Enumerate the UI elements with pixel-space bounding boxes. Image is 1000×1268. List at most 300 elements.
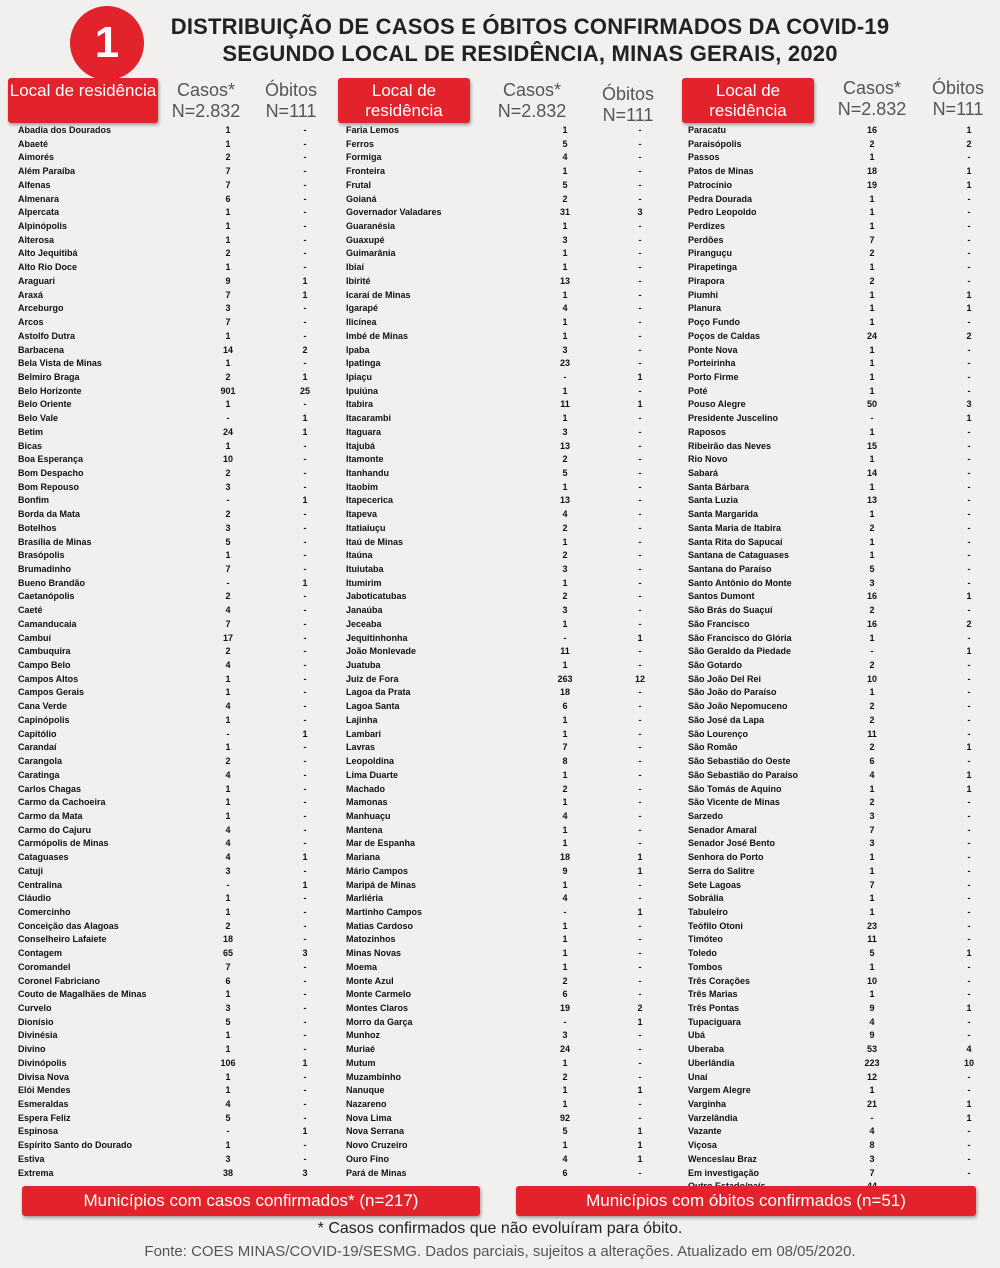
obitos-value: - xyxy=(967,550,971,561)
casos-value: 1 xyxy=(225,1044,231,1055)
municipio-name: Senador José Bento xyxy=(688,838,776,849)
municipio-name: Divino xyxy=(18,1044,46,1055)
municipio-name: Passos xyxy=(688,152,720,163)
casos-value: 11 xyxy=(867,934,877,945)
obitos-value: - xyxy=(303,989,307,1000)
municipio-name: Ipaba xyxy=(346,344,370,355)
obitos-value: - xyxy=(967,714,971,725)
casos-value: 6 xyxy=(225,975,231,986)
obitos-value: - xyxy=(967,975,971,986)
obitos-value: - xyxy=(638,934,642,945)
municipio-name: Porto Firme xyxy=(688,371,739,382)
casos-value: 1 xyxy=(225,330,231,341)
municipio-name: São Sebastião do Oeste xyxy=(688,756,791,767)
casos-value: 1 xyxy=(225,440,231,451)
casos-value: 18 xyxy=(559,687,570,698)
obitos-value: - xyxy=(967,961,971,972)
casos-value: 4 xyxy=(225,660,231,671)
municipio-name: Uberlândia xyxy=(688,1057,735,1068)
obitos-value: - xyxy=(638,1071,642,1082)
obitos-value: - xyxy=(967,509,971,520)
municipio-name: Tupaciguara xyxy=(688,1016,741,1027)
obitos-value: 1 xyxy=(637,1140,643,1151)
casos-value: 2 xyxy=(869,714,875,725)
obitos-value: - xyxy=(303,440,307,451)
municipio-name: Santos Dumont xyxy=(688,591,755,602)
casos-value: 4 xyxy=(869,1016,875,1027)
municipio-name: Bela Vista de Minas xyxy=(18,358,102,369)
obitos-value: - xyxy=(967,865,971,876)
obitos-value: - xyxy=(303,193,307,204)
municipio-name: Matozinhos xyxy=(346,934,396,945)
municipio-name: Belo Oriente xyxy=(18,399,72,410)
municipio-name: Martinho Campos xyxy=(346,906,423,917)
casos-value: 1 xyxy=(562,728,568,739)
casos-value: 4 xyxy=(869,769,875,780)
casos-value: 31 xyxy=(559,207,570,218)
municipio-name: Morro da Garça xyxy=(346,1016,413,1027)
municipio-name: Icaraí de Minas xyxy=(346,289,411,300)
municipio-name: Ipiaçu xyxy=(346,371,373,382)
casos-value: 3 xyxy=(225,303,231,314)
casos-value: 1 xyxy=(869,193,875,204)
obitos-value: 1 xyxy=(966,769,972,780)
municipio-name: Paraisópolis xyxy=(688,138,742,149)
municipio-name: Guaxupé xyxy=(346,234,385,245)
casos-value: 2 xyxy=(562,591,568,602)
obitos-value: - xyxy=(967,207,971,218)
casos-value: 1 xyxy=(562,536,568,547)
municipio-name: São Lourenço xyxy=(688,728,749,739)
municipio-name: São Francisco xyxy=(688,618,750,629)
casos-value: 5 xyxy=(225,1016,231,1027)
casos-value: 1 xyxy=(562,797,568,808)
casos-value: 1 xyxy=(562,879,568,890)
municipio-name: Itaguara xyxy=(346,426,382,437)
municipio-name: Belmiro Braga xyxy=(18,371,80,382)
municipio-name: Belo Vale xyxy=(18,413,59,424)
source-line: Fonte: COES MINAS/COVID-19/SESMG. Dados parciais, sujeitos a alterações. Atualizado em 08/05/2020. xyxy=(144,1243,856,1260)
obitos-value: - xyxy=(638,221,642,232)
municipio-name: Abaeté xyxy=(18,138,49,149)
municipio-name: Aimorés xyxy=(18,152,55,163)
obitos-value: - xyxy=(638,413,642,424)
casos-value: 1 xyxy=(562,385,568,396)
municipio-name: Extrema xyxy=(18,1167,54,1178)
municipio-name: Muriaé xyxy=(346,1044,376,1055)
casos-value: 4 xyxy=(869,1126,875,1137)
obitos-value: 2 xyxy=(637,1003,643,1013)
casos-value: 1 xyxy=(225,138,231,149)
municipio-name: Uberaba xyxy=(688,1044,725,1055)
municipio-name: Janaúba xyxy=(346,605,383,616)
obitos-value: - xyxy=(303,1140,307,1151)
municipio-name: Fronteira xyxy=(346,166,386,177)
obitos-value: 2 xyxy=(966,330,972,341)
casos-value: 2 xyxy=(869,522,875,533)
casos-value: 901 xyxy=(220,385,236,396)
header-casos-n: N=2.832 xyxy=(837,99,907,119)
municipio-name: Teófilo Otoni xyxy=(688,920,743,931)
obitos-value: - xyxy=(303,961,307,972)
header-obitos-n: N=111 xyxy=(932,99,984,119)
casos-value: 2 xyxy=(869,138,875,149)
obitos-value: - xyxy=(638,810,642,821)
casos-value: 1 xyxy=(869,893,875,904)
municipio-name: Alpercata xyxy=(18,207,60,218)
municipio-name: Matias Cardoso xyxy=(346,920,414,931)
casos-value: 13 xyxy=(559,275,570,286)
obitos-value: - xyxy=(303,906,307,917)
casos-value: 65 xyxy=(222,948,233,959)
obitos-value: - xyxy=(638,564,642,574)
municipio-name: Barbacena xyxy=(18,344,65,355)
obitos-value: - xyxy=(638,824,642,835)
casos-value: 2 xyxy=(562,1071,568,1082)
municipio-name: Couto de Magalhães de Minas xyxy=(18,989,147,1000)
municipio-name: Bom Despacho xyxy=(18,467,84,478)
municipio-name: Juatuba xyxy=(346,660,381,671)
obitos-value: - xyxy=(303,646,307,657)
header-casos-label: Casos* xyxy=(176,80,236,100)
municipio-name: Estiva xyxy=(18,1153,45,1164)
municipio-name: Ouro Fino xyxy=(346,1153,389,1164)
casos-value: 9 xyxy=(562,865,568,876)
municipio-name: Cataguases xyxy=(18,852,69,863)
municipio-name: Ipatinga xyxy=(346,358,381,369)
municipio-name: Vargem Alegre xyxy=(688,1085,751,1096)
municipio-name: Mantena xyxy=(346,824,383,835)
municipio-name: Itabira xyxy=(346,399,374,410)
casos-value: 1 xyxy=(869,852,875,863)
casos-value: 3 xyxy=(225,1003,231,1013)
obitos-value: - xyxy=(638,920,642,931)
obitos-value: - xyxy=(967,1126,971,1137)
municipio-name: Paracatu xyxy=(688,125,727,135)
obitos-value: - xyxy=(967,495,971,506)
header-casos xyxy=(486,80,578,122)
casos-value: 17 xyxy=(222,632,233,643)
municipio-name: Ferros xyxy=(346,138,375,149)
casos-value: 2 xyxy=(225,646,231,657)
casos-value: 2 xyxy=(562,550,568,561)
casos-value: 18 xyxy=(559,852,570,863)
header-casos-n: N=2.832 xyxy=(497,101,567,121)
obitos-value: - xyxy=(638,728,642,739)
casos-value: 1 xyxy=(869,289,875,300)
municipio-name: Wenceslau Braz xyxy=(688,1153,757,1164)
obitos-value: 12 xyxy=(634,673,645,684)
obitos-value: - xyxy=(967,317,971,328)
obitos-value: 1 xyxy=(637,906,643,917)
casos-value: 1 xyxy=(225,989,231,1000)
casos-value: 2 xyxy=(225,248,231,259)
municipio-name: Esmeraldas xyxy=(18,1099,69,1110)
casos-value: 3 xyxy=(225,1153,231,1164)
municipio-name: Jaboticatubas xyxy=(346,591,407,602)
municipio-name: Brumadinho xyxy=(18,564,71,574)
municipio-name: Lima Duarte xyxy=(346,769,399,780)
obitos-value: - xyxy=(303,920,307,931)
obitos-value: - xyxy=(967,673,971,684)
municipio-name: Carmo da Mata xyxy=(18,810,83,821)
casos-value: 1 xyxy=(869,687,875,698)
casos-value: 223 xyxy=(864,1057,880,1068)
obitos-value: - xyxy=(967,920,971,931)
obitos-value: 1 xyxy=(637,632,643,643)
casos-value: - xyxy=(226,495,230,506)
obitos-value: - xyxy=(638,618,642,629)
casos-value: - xyxy=(226,577,230,588)
casos-value: 11 xyxy=(560,399,570,410)
header-casos-n: N=2.832 xyxy=(171,101,241,121)
obitos-value: - xyxy=(303,632,307,643)
casos-value: 2 xyxy=(562,522,568,533)
obitos-value: - xyxy=(303,207,307,218)
casos-value: 1 xyxy=(562,660,568,671)
municipio-name: Pedro Leopoldo xyxy=(688,207,757,218)
casos-value: 1 xyxy=(869,262,875,273)
municipio-name: Sete Lagoas xyxy=(688,879,742,890)
obitos-value: - xyxy=(967,577,971,588)
municipio-name: Santa Rita do Sapucaí xyxy=(688,536,783,547)
obitos-value: - xyxy=(638,426,642,437)
casos-value: 1 xyxy=(562,166,568,177)
header-obitos xyxy=(254,80,328,122)
casos-value: 11 xyxy=(560,646,570,657)
obitos-value: 1 xyxy=(966,742,972,753)
municipio-name: Santo Antônio do Monte xyxy=(688,577,792,588)
casos-value: 1 xyxy=(869,454,875,465)
casos-value: 12 xyxy=(866,1071,877,1082)
obitos-value: - xyxy=(967,248,971,259)
casos-value: 3 xyxy=(869,577,875,588)
casos-value: 1 xyxy=(869,207,875,218)
casos-value: 1 xyxy=(562,1057,568,1068)
casos-value: 3 xyxy=(562,1030,568,1041)
casos-value: 92 xyxy=(559,1112,570,1123)
obitos-value: - xyxy=(638,317,642,328)
obitos-value: - xyxy=(303,509,307,520)
casos-value: 1 xyxy=(225,797,231,808)
municipio-name: Itaúna xyxy=(346,550,373,561)
casos-value: 263 xyxy=(557,673,573,684)
casos-value: 8 xyxy=(869,1140,875,1151)
casos-value: 4 xyxy=(562,1153,568,1164)
municipio-name: Presidente Juscelino xyxy=(688,413,779,424)
obitos-value: - xyxy=(303,522,307,533)
obitos-value: - xyxy=(967,1085,971,1096)
casos-value: 7 xyxy=(562,742,568,753)
obitos-value: - xyxy=(303,467,307,478)
obitos-value: - xyxy=(303,1112,307,1123)
municipio-name: São João Del Rei xyxy=(688,673,762,684)
obitos-value: - xyxy=(303,1016,307,1027)
obitos-value: - xyxy=(303,687,307,698)
municipio-name: Sobrália xyxy=(688,893,724,904)
municipio-name: Alto Rio Doce xyxy=(18,262,78,273)
casos-value: 1 xyxy=(869,371,875,382)
municipio-name: Planura xyxy=(688,303,722,314)
obitos-value: - xyxy=(638,454,642,465)
obitos-value: - xyxy=(303,934,307,945)
casos-value: 1 xyxy=(225,262,231,273)
casos-value: 1 xyxy=(225,893,231,904)
obitos-value: - xyxy=(638,138,642,149)
obitos-value: - xyxy=(638,358,642,369)
casos-value: 7 xyxy=(869,234,875,245)
casos-value: 1 xyxy=(869,536,875,547)
obitos-value: 1 xyxy=(966,303,972,314)
casos-value: 1 xyxy=(869,344,875,355)
municipio-name: Itacarambi xyxy=(346,413,392,424)
obitos-value: - xyxy=(303,1003,307,1013)
obitos-value: - xyxy=(967,797,971,808)
casos-value: 1 xyxy=(562,330,568,341)
municipio-name: Juiz de Fora xyxy=(346,673,399,684)
obitos-value: - xyxy=(638,262,642,273)
obitos-value: - xyxy=(303,550,307,561)
casos-value: 1 xyxy=(869,906,875,917)
obitos-value: - xyxy=(967,728,971,739)
casos-value: 15 xyxy=(866,440,877,451)
obitos-value: - xyxy=(638,467,642,478)
casos-value: 14 xyxy=(866,467,877,478)
municipio-name: Divinópolis xyxy=(18,1057,67,1068)
obitos-value: 1 xyxy=(637,865,643,876)
header-casos-label: Casos* xyxy=(502,80,562,100)
municipio-name: São Tomás de Aquino xyxy=(688,783,782,794)
obitos-value: - xyxy=(638,1167,642,1178)
casos-value: 2 xyxy=(225,756,231,767)
municipio-name: Lagoa da Prata xyxy=(346,687,411,698)
municipio-name: Araguari xyxy=(18,275,56,286)
obitos-value: - xyxy=(303,797,307,808)
casos-value: 10 xyxy=(866,673,877,684)
municipio-name: Além Paraíba xyxy=(18,166,76,177)
casos-value: 9 xyxy=(869,1030,875,1041)
casos-value: 2 xyxy=(869,660,875,671)
obitos-value: - xyxy=(967,810,971,821)
obitos-value: - xyxy=(303,303,307,314)
obitos-value: - xyxy=(638,509,642,520)
municipio-name: Santa Luzia xyxy=(688,495,739,506)
obitos-value: - xyxy=(967,221,971,232)
obitos-value: - xyxy=(638,344,642,355)
municipio-name: Araxá xyxy=(18,289,44,300)
municipio-name: Campos Altos xyxy=(18,673,79,684)
casos-value: 1 xyxy=(225,1071,231,1082)
casos-value: 4 xyxy=(562,509,568,520)
municipio-name: Nova Lima xyxy=(346,1112,392,1123)
municipio-name: Santana do Paraíso xyxy=(688,564,772,574)
municipio-name: Cambuí xyxy=(18,632,52,643)
municipio-name: Cláudio xyxy=(18,893,51,904)
header-obitos xyxy=(590,84,666,126)
casos-value: 1 xyxy=(562,1099,568,1110)
municipio-name: Botelhos xyxy=(18,522,57,533)
municipio-name: Senhora do Porto xyxy=(688,852,764,863)
casos-value: 1 xyxy=(225,221,231,232)
municipio-name: Ituiutaba xyxy=(346,564,384,574)
obitos-value: 1 xyxy=(302,852,308,863)
obitos-value: - xyxy=(303,1153,307,1164)
casos-value: 19 xyxy=(866,179,877,190)
obitos-value: - xyxy=(303,1085,307,1096)
municipio-name: São Vicente de Minas xyxy=(688,797,780,808)
obitos-value: - xyxy=(303,838,307,849)
casos-value: 2 xyxy=(225,591,231,602)
municipio-name: Carlos Chagas xyxy=(18,783,82,794)
municipio-name: Pirapora xyxy=(688,275,725,286)
municipio-name: Brasília de Minas xyxy=(18,536,92,547)
obitos-value: 2 xyxy=(302,344,308,355)
casos-value: 6 xyxy=(562,701,568,712)
casos-value: 1 xyxy=(562,1085,568,1096)
obitos-value: - xyxy=(303,330,307,341)
municipio-name: Borda da Mata xyxy=(18,509,81,520)
obitos-value: - xyxy=(638,1112,642,1123)
municipio-name: Perdões xyxy=(688,234,724,245)
casos-value: 1 xyxy=(225,714,231,725)
casos-value: 1 xyxy=(562,289,568,300)
casos-value: 1 xyxy=(869,961,875,972)
obitos-value: - xyxy=(638,275,642,286)
casos-value: 1 xyxy=(869,865,875,876)
obitos-value: - xyxy=(303,618,307,629)
header-casos xyxy=(158,80,254,122)
municipio-name: Belo Horizonte xyxy=(18,385,82,396)
casos-value: 2 xyxy=(225,509,231,520)
casos-value: 1 xyxy=(225,742,231,753)
municipio-name: Dionísio xyxy=(18,1016,54,1027)
obitos-value: - xyxy=(967,906,971,917)
municipio-name: Conceição das Alagoas xyxy=(18,920,119,931)
municipio-name: Patrocínio xyxy=(688,179,733,190)
municipio-name: Capitólio xyxy=(18,728,57,739)
municipio-name: Rio Novo xyxy=(688,454,728,465)
header-casos xyxy=(824,78,920,120)
casos-value: 7 xyxy=(225,317,231,328)
obitos-value: 2 xyxy=(966,618,972,629)
casos-value: 1 xyxy=(562,920,568,931)
casos-value: 1 xyxy=(869,1085,875,1096)
municipio-name: Caeté xyxy=(18,605,43,616)
municipio-name: Três Pontas xyxy=(688,1003,740,1013)
obitos-value: - xyxy=(638,330,642,341)
obitos-value: - xyxy=(638,166,642,177)
municipio-name: Munhoz xyxy=(346,1030,380,1041)
obitos-value: - xyxy=(967,193,971,204)
municipio-name: Serra do Salitre xyxy=(688,865,755,876)
municipio-name: Lagoa Santa xyxy=(346,701,400,712)
casos-value: 2 xyxy=(869,248,875,259)
obitos-value: - xyxy=(303,125,307,135)
municipio-name: Governador Valadares xyxy=(346,207,442,218)
casos-value: 3 xyxy=(562,234,568,245)
casos-value: 1 xyxy=(869,221,875,232)
casos-value: - xyxy=(226,1126,230,1137)
municipio-name: Mamonas xyxy=(346,797,388,808)
obitos-value: - xyxy=(303,1044,307,1055)
casos-value: - xyxy=(563,371,567,382)
obitos-value: 3 xyxy=(637,207,643,218)
municipio-name: Mariana xyxy=(346,852,381,863)
municipio-name: Bom Repouso xyxy=(18,481,80,492)
municipio-name: Em investigação xyxy=(688,1167,760,1178)
municipio-name: Pirapetinga xyxy=(688,262,738,273)
obitos-value: - xyxy=(303,865,307,876)
